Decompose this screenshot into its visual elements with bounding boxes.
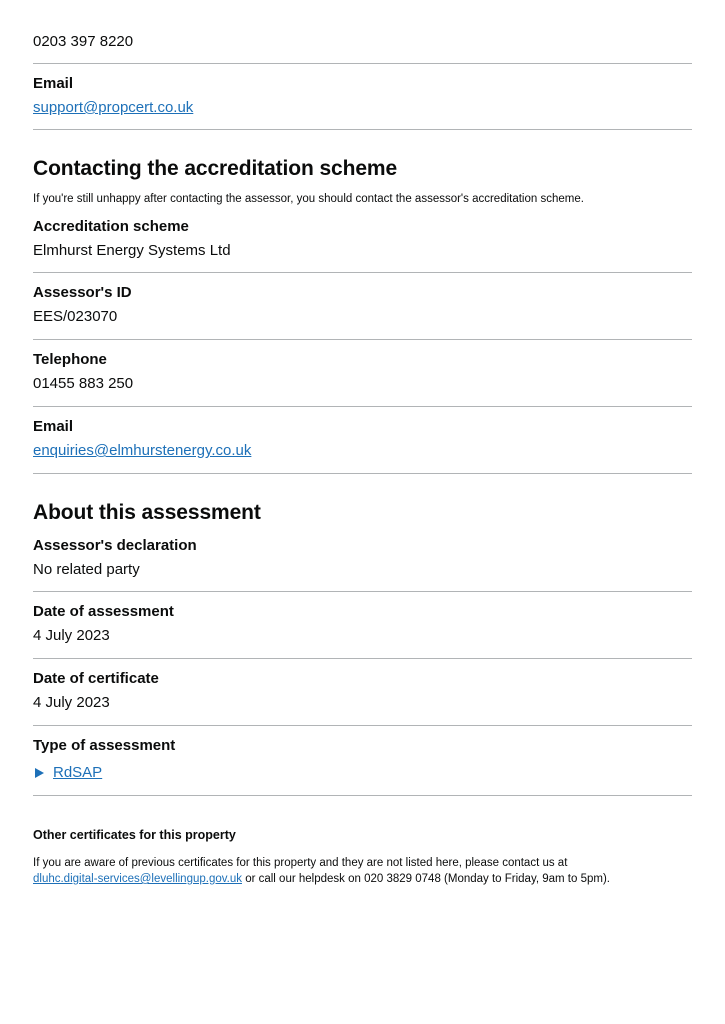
accreditation-telephone-label: Telephone bbox=[33, 351, 107, 368]
accreditation-scheme-value: Elmhurst Energy Systems Ltd bbox=[33, 242, 231, 259]
other-certificates-text-after: or call our helpdesk on 020 3829 0748 (Monday to Friday, 9am to 5pm). bbox=[245, 873, 610, 885]
accreditation-heading: Contacting the accreditation scheme bbox=[33, 157, 398, 180]
dluhc-email-link[interactable]: dluhc.digital-services@levellingup.gov.uk bbox=[33, 873, 242, 885]
assessor-declaration-label: Assessor's declaration bbox=[33, 537, 197, 554]
accreditation-scheme-row bbox=[33, 207, 692, 273]
spacer bbox=[33, 130, 692, 156]
assessor-phone-value: 0203 397 8220 bbox=[33, 33, 134, 50]
type-of-assessment-disclosure[interactable] bbox=[33, 760, 692, 783]
accreditation-telephone-value: 01455 883 250 bbox=[33, 375, 134, 392]
date-of-certificate-row bbox=[33, 659, 692, 726]
spacer-2 bbox=[33, 474, 692, 500]
chevron-right-icon bbox=[35, 768, 44, 778]
assessor-id-row bbox=[33, 273, 692, 340]
other-certificates-text bbox=[33, 855, 692, 887]
other-certificates-heading: Other certificates for this property bbox=[33, 828, 236, 842]
other-certificates-section bbox=[33, 796, 692, 887]
date-of-certificate-label: Date of certificate bbox=[33, 670, 159, 687]
accreditation-email-link[interactable]: enquiries@elmhurstenergy.co.uk bbox=[33, 442, 252, 459]
other-certificates-text-before: If you are aware of previous certificates for this property and they are not listed here, please contact us at bbox=[33, 857, 568, 869]
assessor-declaration-row bbox=[33, 526, 692, 592]
accreditation-scheme-label: Accreditation scheme bbox=[33, 218, 189, 235]
date-of-certificate-value: 4 July 2023 bbox=[33, 694, 110, 711]
assessor-declaration-value: No related party bbox=[33, 561, 140, 578]
date-of-assessment-label: Date of assessment bbox=[33, 603, 174, 620]
assessor-phone-row bbox=[33, 20, 692, 64]
accreditation-telephone-row bbox=[33, 340, 692, 407]
date-of-assessment-value: 4 July 2023 bbox=[33, 627, 110, 644]
accreditation-intro: If you're still unhappy after contacting the assessor, you should contact the assessor's accreditation scheme. bbox=[33, 193, 584, 205]
assessor-email-row bbox=[33, 64, 692, 130]
assessor-id-value: EES/023070 bbox=[33, 308, 118, 325]
assessor-email-label: Email bbox=[33, 75, 74, 92]
type-of-assessment-value[interactable]: RdSAP bbox=[53, 764, 103, 781]
about-assessment-heading: About this assessment bbox=[33, 501, 261, 524]
type-of-assessment-label: Type of assessment bbox=[33, 737, 176, 754]
assessor-id-label: Assessor's ID bbox=[33, 284, 132, 301]
assessor-email-link[interactable]: support@propcert.co.uk bbox=[33, 99, 194, 116]
accreditation-email-label: Email bbox=[33, 418, 74, 435]
type-of-assessment-row bbox=[33, 726, 692, 796]
accreditation-email-row bbox=[33, 407, 692, 474]
date-of-assessment-row bbox=[33, 592, 692, 659]
